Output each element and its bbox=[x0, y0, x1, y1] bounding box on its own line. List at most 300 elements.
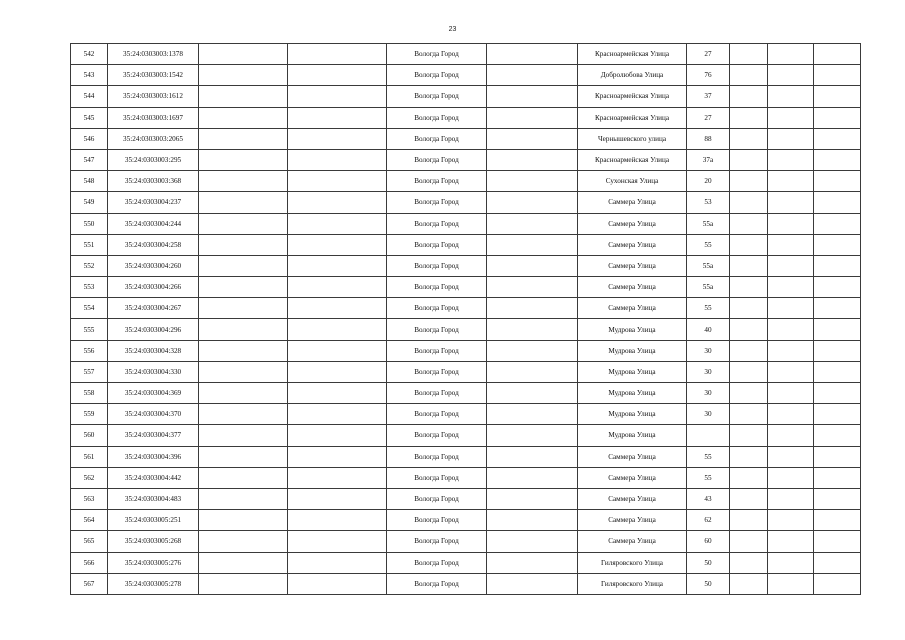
street-cell: Саммера Улица bbox=[578, 531, 687, 552]
cadastral-number-cell: 35:24:0303003:1542 bbox=[108, 65, 199, 86]
table-row bbox=[71, 234, 861, 255]
empty-cell bbox=[288, 213, 387, 234]
house-number-cell: 76 bbox=[687, 65, 730, 86]
cadastral-number-cell: 35:24:0303003:2065 bbox=[108, 128, 199, 149]
table-row bbox=[71, 255, 861, 276]
empty-cell bbox=[730, 171, 768, 192]
empty-cell bbox=[768, 340, 814, 361]
city-cell: Вологда Город bbox=[387, 425, 487, 446]
empty-cell bbox=[768, 383, 814, 404]
city-cell: Вологда Город bbox=[387, 340, 487, 361]
empty-cell bbox=[288, 277, 387, 298]
house-number-cell: 40 bbox=[687, 319, 730, 340]
empty-cell bbox=[730, 404, 768, 425]
cadastral-number-cell: 35:24:0303003:295 bbox=[108, 149, 199, 170]
empty-cell bbox=[814, 319, 861, 340]
house-number-cell: 30 bbox=[687, 383, 730, 404]
row-number-cell: 545 bbox=[71, 107, 108, 128]
empty-cell bbox=[730, 128, 768, 149]
empty-cell bbox=[199, 234, 288, 255]
empty-cell bbox=[487, 298, 578, 319]
house-number-cell: 55 bbox=[687, 234, 730, 255]
empty-cell bbox=[199, 467, 288, 488]
street-cell: Мудрова Улица bbox=[578, 361, 687, 382]
row-number-cell: 557 bbox=[71, 361, 108, 382]
empty-cell bbox=[768, 213, 814, 234]
cadastral-number-cell: 35:24:0303005:251 bbox=[108, 510, 199, 531]
empty-cell bbox=[768, 234, 814, 255]
table-row bbox=[71, 552, 861, 573]
house-number-cell: 37 bbox=[687, 86, 730, 107]
city-cell: Вологда Город bbox=[387, 171, 487, 192]
empty-cell bbox=[814, 44, 861, 65]
empty-cell bbox=[199, 404, 288, 425]
row-number-cell: 550 bbox=[71, 213, 108, 234]
house-number-cell: 55 bbox=[687, 467, 730, 488]
empty-cell bbox=[814, 213, 861, 234]
empty-cell bbox=[487, 319, 578, 340]
city-cell: Вологда Город bbox=[387, 383, 487, 404]
row-number-cell: 546 bbox=[71, 128, 108, 149]
empty-cell bbox=[288, 467, 387, 488]
empty-cell bbox=[814, 192, 861, 213]
empty-cell bbox=[288, 44, 387, 65]
house-number-cell: 55а bbox=[687, 255, 730, 276]
empty-cell bbox=[487, 573, 578, 594]
empty-cell bbox=[288, 425, 387, 446]
street-cell: Саммера Улица bbox=[578, 255, 687, 276]
row-number-cell: 552 bbox=[71, 255, 108, 276]
empty-cell bbox=[814, 149, 861, 170]
empty-cell bbox=[814, 531, 861, 552]
empty-cell bbox=[487, 531, 578, 552]
empty-cell bbox=[199, 192, 288, 213]
city-cell: Вологда Город bbox=[387, 573, 487, 594]
empty-cell bbox=[730, 65, 768, 86]
empty-cell bbox=[814, 425, 861, 446]
street-cell: Саммера Улица bbox=[578, 277, 687, 298]
city-cell: Вологда Город bbox=[387, 213, 487, 234]
street-cell: Саммера Улица bbox=[578, 298, 687, 319]
city-cell: Вологда Город bbox=[387, 107, 487, 128]
empty-cell bbox=[768, 361, 814, 382]
empty-cell bbox=[814, 446, 861, 467]
row-number-cell: 566 bbox=[71, 552, 108, 573]
cadastral-number-cell: 35:24:0303004:369 bbox=[108, 383, 199, 404]
street-cell: Красноармейская Улица bbox=[578, 149, 687, 170]
house-number-cell: 27 bbox=[687, 107, 730, 128]
table-row bbox=[71, 298, 861, 319]
empty-cell bbox=[768, 44, 814, 65]
city-cell: Вологда Город bbox=[387, 531, 487, 552]
empty-cell bbox=[199, 277, 288, 298]
row-number-cell: 565 bbox=[71, 531, 108, 552]
cadastral-number-cell: 35:24:0303004:483 bbox=[108, 488, 199, 509]
empty-cell bbox=[288, 573, 387, 594]
empty-cell bbox=[487, 192, 578, 213]
house-number-cell: 55а bbox=[687, 213, 730, 234]
table-row bbox=[71, 192, 861, 213]
city-cell: Вологда Город bbox=[387, 467, 487, 488]
street-cell: Чернышевского улица bbox=[578, 128, 687, 149]
empty-cell bbox=[487, 65, 578, 86]
empty-cell bbox=[814, 383, 861, 404]
empty-cell bbox=[814, 510, 861, 531]
empty-cell bbox=[199, 255, 288, 276]
empty-cell bbox=[768, 192, 814, 213]
empty-cell bbox=[199, 319, 288, 340]
empty-cell bbox=[487, 255, 578, 276]
row-number-cell: 567 bbox=[71, 573, 108, 594]
row-number-cell: 553 bbox=[71, 277, 108, 298]
empty-cell bbox=[487, 277, 578, 298]
house-number-cell: 50 bbox=[687, 552, 730, 573]
empty-cell bbox=[288, 149, 387, 170]
empty-cell bbox=[814, 573, 861, 594]
house-number-cell: 62 bbox=[687, 510, 730, 531]
empty-cell bbox=[768, 467, 814, 488]
empty-cell bbox=[730, 298, 768, 319]
empty-cell bbox=[814, 234, 861, 255]
row-number-cell: 556 bbox=[71, 340, 108, 361]
empty-cell bbox=[199, 361, 288, 382]
empty-cell bbox=[730, 255, 768, 276]
empty-cell bbox=[814, 171, 861, 192]
table-row bbox=[71, 107, 861, 128]
empty-cell bbox=[199, 65, 288, 86]
house-number-cell: 50 bbox=[687, 573, 730, 594]
table-row bbox=[71, 573, 861, 594]
empty-cell bbox=[730, 149, 768, 170]
empty-cell bbox=[487, 404, 578, 425]
empty-cell bbox=[487, 467, 578, 488]
row-number-cell: 562 bbox=[71, 467, 108, 488]
empty-cell bbox=[730, 107, 768, 128]
empty-cell bbox=[768, 298, 814, 319]
empty-cell bbox=[199, 510, 288, 531]
table-row bbox=[71, 488, 861, 509]
table-row bbox=[71, 361, 861, 382]
empty-cell bbox=[288, 510, 387, 531]
house-number-cell: 53 bbox=[687, 192, 730, 213]
empty-cell bbox=[288, 552, 387, 573]
street-cell: Саммера Улица bbox=[578, 213, 687, 234]
house-number-cell: 88 bbox=[687, 128, 730, 149]
street-cell: Мудрова Улица bbox=[578, 340, 687, 361]
house-number-cell: 30 bbox=[687, 361, 730, 382]
empty-cell bbox=[199, 298, 288, 319]
empty-cell bbox=[768, 404, 814, 425]
row-number-cell: 564 bbox=[71, 510, 108, 531]
page-number: 23 bbox=[448, 26, 457, 33]
table-row bbox=[71, 65, 861, 86]
empty-cell bbox=[730, 213, 768, 234]
empty-cell bbox=[199, 573, 288, 594]
empty-cell bbox=[199, 531, 288, 552]
cadastral-number-cell: 35:24:0303004:266 bbox=[108, 277, 199, 298]
cadastral-number-cell: 35:24:0303005:268 bbox=[108, 531, 199, 552]
empty-cell bbox=[288, 192, 387, 213]
empty-cell bbox=[199, 107, 288, 128]
empty-cell bbox=[199, 488, 288, 509]
empty-cell bbox=[487, 446, 578, 467]
row-number-cell: 542 bbox=[71, 44, 108, 65]
empty-cell bbox=[288, 128, 387, 149]
table-row bbox=[71, 404, 861, 425]
empty-cell bbox=[814, 361, 861, 382]
cadastral-number-cell: 35:24:0303004:237 bbox=[108, 192, 199, 213]
street-cell: Саммера Улица bbox=[578, 446, 687, 467]
empty-cell bbox=[199, 44, 288, 65]
empty-cell bbox=[199, 86, 288, 107]
city-cell: Вологда Город bbox=[387, 319, 487, 340]
empty-cell bbox=[730, 573, 768, 594]
empty-cell bbox=[768, 510, 814, 531]
empty-cell bbox=[814, 277, 861, 298]
empty-cell bbox=[768, 277, 814, 298]
table-row bbox=[71, 213, 861, 234]
empty-cell bbox=[768, 319, 814, 340]
row-number-cell: 548 bbox=[71, 171, 108, 192]
empty-cell bbox=[814, 86, 861, 107]
street-cell: Мудрова Улица bbox=[578, 425, 687, 446]
empty-cell bbox=[730, 425, 768, 446]
house-number-cell bbox=[687, 425, 730, 446]
cadastral-number-cell: 35:24:0303003:1378 bbox=[108, 44, 199, 65]
empty-cell bbox=[814, 404, 861, 425]
city-cell: Вологда Город bbox=[387, 86, 487, 107]
empty-cell bbox=[730, 510, 768, 531]
row-number-cell: 558 bbox=[71, 383, 108, 404]
empty-cell bbox=[487, 107, 578, 128]
empty-cell bbox=[768, 171, 814, 192]
cadastral-number-cell: 35:24:0303004:260 bbox=[108, 255, 199, 276]
empty-cell bbox=[730, 277, 768, 298]
street-cell: Красноармейская Улица bbox=[578, 86, 687, 107]
city-cell: Вологда Город bbox=[387, 65, 487, 86]
empty-cell bbox=[288, 86, 387, 107]
row-number-cell: 559 bbox=[71, 404, 108, 425]
empty-cell bbox=[288, 383, 387, 404]
empty-cell bbox=[768, 488, 814, 509]
empty-cell bbox=[199, 446, 288, 467]
empty-cell bbox=[487, 383, 578, 404]
row-number-cell: 544 bbox=[71, 86, 108, 107]
cadastral-number-cell: 35:24:0303005:276 bbox=[108, 552, 199, 573]
house-number-cell: 27 bbox=[687, 44, 730, 65]
row-number-cell: 543 bbox=[71, 65, 108, 86]
cadastral-number-cell: 35:24:0303004:370 bbox=[108, 404, 199, 425]
empty-cell bbox=[814, 488, 861, 509]
empty-cell bbox=[487, 213, 578, 234]
cadastral-number-cell: 35:24:0303004:244 bbox=[108, 213, 199, 234]
row-number-cell: 551 bbox=[71, 234, 108, 255]
city-cell: Вологда Город bbox=[387, 44, 487, 65]
row-number-cell: 547 bbox=[71, 149, 108, 170]
table-row bbox=[71, 319, 861, 340]
street-cell: Сухонская Улица bbox=[578, 171, 687, 192]
empty-cell bbox=[768, 65, 814, 86]
cadastral-number-cell: 35:24:0303004:258 bbox=[108, 234, 199, 255]
city-cell: Вологда Город bbox=[387, 128, 487, 149]
empty-cell bbox=[199, 213, 288, 234]
table-row bbox=[71, 44, 861, 65]
street-cell: Саммера Улица bbox=[578, 510, 687, 531]
empty-cell bbox=[814, 255, 861, 276]
empty-cell bbox=[487, 510, 578, 531]
table-body bbox=[71, 44, 861, 595]
street-cell: Гиляровского Улица bbox=[578, 552, 687, 573]
empty-cell bbox=[288, 65, 387, 86]
empty-cell bbox=[487, 340, 578, 361]
cadastral-number-cell: 35:24:0303004:442 bbox=[108, 467, 199, 488]
empty-cell bbox=[199, 149, 288, 170]
table-row bbox=[71, 425, 861, 446]
empty-cell bbox=[814, 107, 861, 128]
house-number-cell: 30 bbox=[687, 404, 730, 425]
empty-cell bbox=[814, 552, 861, 573]
house-number-cell: 30 bbox=[687, 340, 730, 361]
empty-cell bbox=[814, 65, 861, 86]
street-cell: Саммера Улица bbox=[578, 467, 687, 488]
cadastral-number-cell: 35:24:0303004:377 bbox=[108, 425, 199, 446]
empty-cell bbox=[288, 340, 387, 361]
house-number-cell: 43 bbox=[687, 488, 730, 509]
empty-cell bbox=[814, 467, 861, 488]
house-number-cell: 55а bbox=[687, 277, 730, 298]
cadastral-number-cell: 35:24:0303004:267 bbox=[108, 298, 199, 319]
table-row bbox=[71, 446, 861, 467]
city-cell: Вологда Город bbox=[387, 404, 487, 425]
city-cell: Вологда Город bbox=[387, 446, 487, 467]
empty-cell bbox=[487, 149, 578, 170]
empty-cell bbox=[768, 255, 814, 276]
city-cell: Вологда Город bbox=[387, 488, 487, 509]
city-cell: Вологда Город bbox=[387, 192, 487, 213]
empty-cell bbox=[814, 340, 861, 361]
empty-cell bbox=[487, 44, 578, 65]
empty-cell bbox=[768, 425, 814, 446]
empty-cell bbox=[730, 467, 768, 488]
cadastral-number-cell: 35:24:0303004:296 bbox=[108, 319, 199, 340]
empty-cell bbox=[730, 531, 768, 552]
cadastral-number-cell: 35:24:0303005:278 bbox=[108, 573, 199, 594]
empty-cell bbox=[768, 149, 814, 170]
row-number-cell: 554 bbox=[71, 298, 108, 319]
city-cell: Вологда Город bbox=[387, 510, 487, 531]
empty-cell bbox=[288, 234, 387, 255]
registry-table bbox=[70, 43, 861, 595]
empty-cell bbox=[288, 107, 387, 128]
empty-cell bbox=[288, 361, 387, 382]
street-cell: Красноармейская Улица bbox=[578, 44, 687, 65]
empty-cell bbox=[199, 128, 288, 149]
city-cell: Вологда Город bbox=[387, 149, 487, 170]
street-cell: Мудрова Улица bbox=[578, 319, 687, 340]
empty-cell bbox=[199, 340, 288, 361]
street-cell: Саммера Улица bbox=[578, 234, 687, 255]
table-row bbox=[71, 467, 861, 488]
table-row bbox=[71, 171, 861, 192]
street-cell: Мудрова Улица bbox=[578, 404, 687, 425]
empty-cell bbox=[487, 488, 578, 509]
empty-cell bbox=[487, 128, 578, 149]
empty-cell bbox=[199, 383, 288, 404]
empty-cell bbox=[288, 255, 387, 276]
cadastral-number-cell: 35:24:0303004:328 bbox=[108, 340, 199, 361]
empty-cell bbox=[730, 383, 768, 404]
empty-cell bbox=[288, 298, 387, 319]
house-number-cell: 37а bbox=[687, 149, 730, 170]
empty-cell bbox=[730, 44, 768, 65]
street-cell: Саммера Улица bbox=[578, 488, 687, 509]
street-cell: Гиляровского Улица bbox=[578, 573, 687, 594]
empty-cell bbox=[768, 552, 814, 573]
empty-cell bbox=[768, 86, 814, 107]
empty-cell bbox=[730, 86, 768, 107]
table-row bbox=[71, 128, 861, 149]
empty-cell bbox=[487, 425, 578, 446]
table-row bbox=[71, 510, 861, 531]
empty-cell bbox=[814, 128, 861, 149]
street-cell: Красноармейская Улица bbox=[578, 107, 687, 128]
row-number-cell: 549 bbox=[71, 192, 108, 213]
empty-cell bbox=[730, 234, 768, 255]
street-cell: Мудрова Улица bbox=[578, 383, 687, 404]
empty-cell bbox=[288, 488, 387, 509]
row-number-cell: 555 bbox=[71, 319, 108, 340]
table-row bbox=[71, 86, 861, 107]
empty-cell bbox=[487, 361, 578, 382]
table-row bbox=[71, 531, 861, 552]
table-row bbox=[71, 383, 861, 404]
row-number-cell: 563 bbox=[71, 488, 108, 509]
cadastral-number-cell: 35:24:0303003:1612 bbox=[108, 86, 199, 107]
empty-cell bbox=[487, 86, 578, 107]
empty-cell bbox=[487, 171, 578, 192]
house-number-cell: 20 bbox=[687, 171, 730, 192]
empty-cell bbox=[199, 425, 288, 446]
city-cell: Вологда Город bbox=[387, 361, 487, 382]
city-cell: Вологда Город bbox=[387, 552, 487, 573]
street-cell: Добролюбова Улица bbox=[578, 65, 687, 86]
empty-cell bbox=[768, 446, 814, 467]
row-number-cell: 560 bbox=[71, 425, 108, 446]
empty-cell bbox=[768, 128, 814, 149]
city-cell: Вологда Город bbox=[387, 234, 487, 255]
cadastral-number-cell: 35:24:0303004:330 bbox=[108, 361, 199, 382]
empty-cell bbox=[730, 319, 768, 340]
empty-cell bbox=[730, 552, 768, 573]
house-number-cell: 60 bbox=[687, 531, 730, 552]
empty-cell bbox=[730, 446, 768, 467]
empty-cell bbox=[814, 298, 861, 319]
empty-cell bbox=[730, 192, 768, 213]
empty-cell bbox=[288, 446, 387, 467]
empty-cell bbox=[768, 573, 814, 594]
city-cell: Вологда Город bbox=[387, 255, 487, 276]
empty-cell bbox=[730, 361, 768, 382]
empty-cell bbox=[768, 531, 814, 552]
city-cell: Вологда Город bbox=[387, 298, 487, 319]
city-cell: Вологда Город bbox=[387, 277, 487, 298]
empty-cell bbox=[199, 171, 288, 192]
house-number-cell: 55 bbox=[687, 446, 730, 467]
empty-cell bbox=[730, 488, 768, 509]
table-row bbox=[71, 149, 861, 170]
cadastral-number-cell: 35:24:0303004:396 bbox=[108, 446, 199, 467]
street-cell: Саммера Улица bbox=[578, 192, 687, 213]
